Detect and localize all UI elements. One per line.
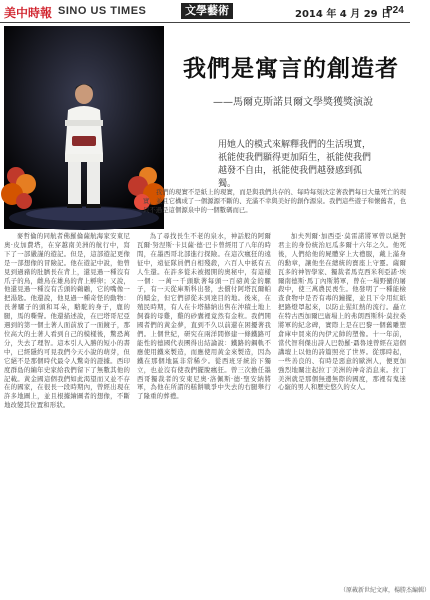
issue-date: 2014 年 4 月 29 日 [295,9,392,20]
masthead [0,0,410,23]
body-column-2 [137,232,271,594]
article-title: 我們是寓言的創造者 [183,56,399,82]
page-number: P24 [386,5,404,16]
body-column-3 [278,232,406,594]
brand-name-chinese: 美中時報 [4,6,53,20]
body-paragraph: 加夫列爾·加西亞·莫雷諾將軍曾以絕對君主的身份統治厄瓜多爾十六年之久。他死後，人們給他的屍體穿上大禮服，戴上滿身的勳章，讓他坐在總統的寶座上守靈。薩爾瓦多的神智學家、獨裁者馬克西米利亞諾·埃爾南德斯·馬丁內斯將軍，曾在一場野蠻的屠殺中，使三萬農民喪生。他發明了一種能檢查食物中是否有毒的鐘擺，並且下令用紅紙把路燈罩起來，以防止猩紅熱的流行。矗立在特古西加爾巴廣場上的弗朗西斯科·莫拉桑將軍的紀念碑，實際上是在巴黎一個舊雕塑倉庫中買來的內伊元帥的塑像。十一年前，當代智利傑出詩人巴勃羅·聶魯達曾經在這個講壇上以他的詩篇照亮了世界。從那時起，一些善良的、有時是惡意的歐洲人，便更加強烈地關注起拉丁美洲的神奇消息來。拉丁美洲就是那個無邊無際的國度，那裡有鬼迷心竅的男人和歷史悠久的女人。 [278,232,406,392]
body-paragraph: 為了尋找長生不老的泉水，神話般的阿爾瓦爾·努涅斯·卡貝薩·德·巴卡曾經用了八年的時間，在墨西哥北部進行探險。在這次瘋狂的遠征中，遠征隊員們自相殘殺，六百人中祇有五人生還。在許多從未被揭開的奧秘中，有這樣一個：一萬一千頭馱著每頭一百磅黃金的騾子，有一天從庫斯科出發，去償付阿塔瓦爾帕的贖金，但它們卻從未到達目的地。後來，在殖民時期，有人在卡塔赫納出售在沖積土地上飼養的母雞，雞的砂囊裡竟然有金粒。我們開國者們的黃金夢，直到不久以前還在困擾著我們。上個世紀，研究在兩洋間修建一條鐵路可能性的德國代表團得出結論說：鐵路的鋼軌不應使用鐵來製造，而應使用黃金來製造，因為鐵在那個地區非常稀少。從西班牙統治下獨立，也並沒有使我們擺脫瘋狂。曾三次擔任墨西哥獨裁者的安東尼奧·洛佩斯·德·聖安納將軍，為他在所謂的糕餅戰爭中失去的右腿舉行了隆重的葬禮。 [137,232,271,401]
laureate-on-stage-image [4,26,164,229]
brand-name-english: SINO US TIMES [58,5,147,17]
pull-quote: 用她人的模式來解釋我們的生活現實，祇能使我們顯得更加陌生，祇能使我們越發不自由，祇能使我們越發感到孤獨。 [218,140,372,189]
intro-paragraph: 我們的現實不是紙上的現實，而是與我們共存的、每時每刻決定著我們每日大量死亡的現實，並且它構成了一個源源不斷的、充滿不幸與美好的創作源泉。我們這些遊子和懷舊者，也只不過是這個源泉中的一個數碼而已。 [143,188,406,214]
source-credit: （原載新世紀文庫，楊勝杰編輯） [340,587,430,594]
section-label: 文學藝術 [181,3,233,19]
body-paragraph: 麥哲倫的同航者佛羅倫薩航海家安東尼奧·皮加費塔，在穿越南美洲的航行中，寫下了一部嚴謹的遊記。但是，這部遊記更像是一部想像的冒險記。他在遊記中說，他曾見到過豬的肚臍長在背上，還見過一種沒有爪子的鳥，雌鳥在雄鳥的背上孵卵；又說，他還見過一種沒有舌頭的鵜鶘，它的嘴像一把湯匙。他還說，他見過一種奇怪的動物：長著騾子的頭和耳朵，駱駝的身子，鹿的腿，馬的嘶聲。他還描述說，在巴塔哥尼亞遇到的第一個土著人面前放了一面鏡子，那位高大的土著人看到自己的模樣後，驚恐萬分，失去了理智。這本引人入勝的短小的書中，已經隱約可見我們今天小說的萌芽，但它絕不是那個時代最令人驚奇的證據。西印度群島的編年史家給我們留下了無數其他的記載。黃金國這個我們如此渴望而又並不存在的國家，在很長一段時期內，曾經出現在許多地圖上，並且根據繪圖者的想像，不斷地改變其位置和形狀。 [4,232,130,410]
body-column-1 [4,232,130,594]
intro-text-block [143,188,406,232]
ceremony-photo [4,26,164,229]
article-subtitle: ——馬爾克斯諾貝爾文學獎獲獎演說 [213,97,373,108]
